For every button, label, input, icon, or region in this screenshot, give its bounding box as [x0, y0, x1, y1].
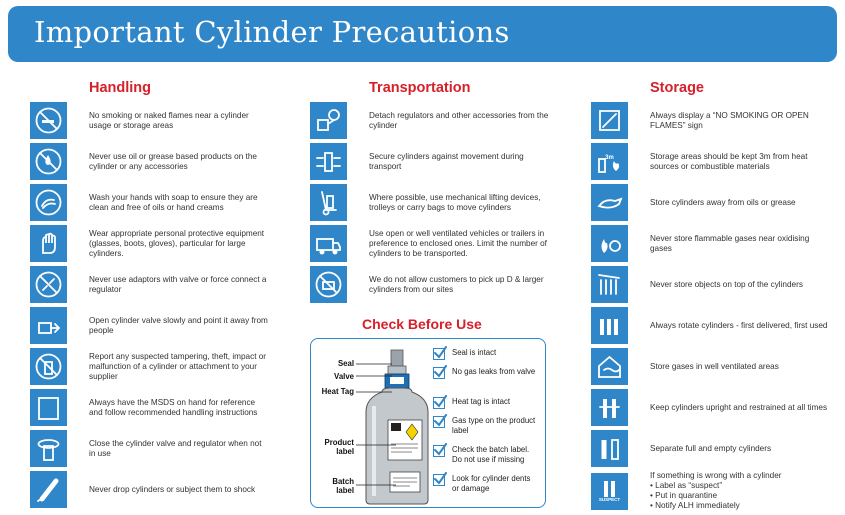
transportation-text: Detach regulators and other accessories from the cylinder [369, 110, 549, 130]
handling-item [30, 471, 270, 508]
handling-text: Always have the MSDS on hand for reference and follow recommended handling instructions [89, 397, 258, 417]
title-banner [8, 6, 837, 62]
suspect-icon [591, 473, 628, 510]
storage-item [591, 471, 831, 511]
check-text: No gas leaks from valve [452, 367, 536, 376]
icon-badge: MSDS [39, 403, 58, 409]
handling-item [30, 184, 270, 221]
storage-item [591, 266, 831, 303]
transportation-item [310, 266, 550, 303]
storage-item [591, 389, 831, 426]
no-smoking-icon [30, 102, 67, 139]
handling-heading: Handling [89, 80, 152, 96]
handling-text: Wear appropriate personal protective equipment (glasses, boots, gloves), particular for large cylinders. [89, 228, 265, 258]
check-item [433, 397, 537, 409]
transportation-item [310, 102, 550, 139]
secure-cylinder-icon [310, 143, 347, 180]
nothing-on-top-icon [591, 266, 628, 303]
check-item [433, 367, 537, 379]
no-drop-icon [30, 471, 67, 508]
handling-item [30, 266, 270, 303]
check-item [433, 348, 537, 360]
handling-text: Never use adaptors with valve or force connect a regulator [89, 274, 267, 294]
product-label-label: Product label [324, 438, 354, 456]
checkbox-icon [433, 348, 445, 360]
storage-item [591, 307, 831, 344]
close-valve-icon [30, 430, 67, 467]
storage-text: Keep cylinders upright and restrained at all times [650, 402, 828, 412]
batch-label-label: Batch label [332, 477, 354, 495]
check-item [433, 445, 537, 464]
msds-icon [30, 389, 67, 426]
wash-hands-icon [30, 184, 67, 221]
handling-item [30, 225, 270, 262]
check-before-use-heading: Check Before Use [362, 316, 482, 332]
heat-tag-label: Heat Tag [321, 387, 354, 396]
transportation-heading: Transportation [369, 80, 471, 96]
storage-text: Never store objects on top of the cylinders [650, 279, 803, 289]
upright-restrained-icon [591, 389, 628, 426]
storage-text: If something is wrong with a cylinder • Label as “suspect” • Put in quarantine • Notify ALH immediately [650, 471, 782, 510]
transportation-item [310, 143, 550, 180]
check-text: Check the batch label. Do not use if missing [452, 445, 530, 464]
storage-text: Store cylinders away from oils or grease [650, 197, 796, 207]
handling-text: Never drop cylinders or subject them to shock [89, 484, 256, 494]
away-from-oil-icon [591, 184, 628, 221]
checkbox-icon [433, 474, 445, 486]
storage-item [591, 225, 831, 262]
handling-item [30, 102, 270, 139]
gloves-icon [30, 225, 67, 262]
handling-item [30, 307, 270, 344]
handling-item [30, 389, 270, 426]
transportation-text: Use open or well ventilated vehicles or trailers in preference to enclosed ones. Limit the number of cylinders to be transported. [369, 228, 547, 258]
handling-item [30, 143, 270, 180]
handling-item [30, 430, 270, 467]
page-title: Important Cylinder Precautions [34, 15, 510, 49]
storage-text: Storage areas should be kept 3m from heat sources or combustible materials [650, 151, 808, 171]
storage-text: Never store flammable gases near oxidising gases [650, 233, 810, 253]
transportation-text: We do not allow customers to pick up D & larger cylinders from our sites [369, 274, 544, 294]
no-smoking-sign-icon [591, 102, 628, 139]
rotate-cylinders-icon [591, 307, 628, 344]
seal-label: Seal [337, 359, 354, 368]
checkbox-icon [433, 397, 445, 409]
truck-icon [310, 225, 347, 262]
handling-text: Open cylinder valve slowly and point it away from people [89, 315, 268, 335]
storage-text: Always rotate cylinders - first delivered, first used [650, 320, 828, 330]
flammable-oxidising-icon [591, 225, 628, 262]
storage-item [591, 430, 831, 467]
distance-heat-icon [591, 143, 628, 180]
icon-badge: 3m [605, 155, 614, 161]
check-text: Look for cylinder dents or damage [452, 474, 531, 493]
handling-text: Wash your hands with soap to ensure they are clean and free of oils or hand creams [89, 192, 258, 212]
transportation-item [310, 184, 550, 221]
checkbox-icon [433, 367, 445, 379]
handling-text: No smoking or naked flames near a cylinder usage or storage areas [89, 110, 249, 130]
handling-text: Never use oil or grease based products on the cylinder or any accessories [89, 151, 257, 171]
no-pickup-icon [310, 266, 347, 303]
valve-label: Valve [334, 372, 354, 381]
transportation-text: Secure cylinders against movement during transport [369, 151, 524, 171]
handling-text: Close the cylinder valve and regulator when not in use [89, 438, 262, 458]
check-text: Seal is intact [452, 348, 497, 357]
check-item [433, 474, 537, 493]
storage-text: Store gases in well ventilated areas [650, 361, 779, 371]
transportation-item [310, 225, 550, 262]
storage-item [591, 143, 831, 180]
storage-item [591, 348, 831, 385]
checkbox-icon [433, 416, 445, 428]
detach-regulator-icon [310, 102, 347, 139]
no-tamper-icon [30, 348, 67, 385]
ventilated-area-icon [591, 348, 628, 385]
storage-text: Separate full and empty cylinders [650, 443, 772, 453]
storage-item [591, 184, 831, 221]
label-leader-lines [356, 350, 398, 490]
checkbox-icon [433, 445, 445, 457]
no-oil-icon [30, 143, 67, 180]
transportation-text: Where possible, use mechanical lifting devices, trolleys or carry bags to move cylinders [369, 192, 541, 212]
handling-text: Report any suspected tampering, theft, impact or malfunction of a cylinder or attachment to your supplier [89, 351, 267, 381]
valve-point-away-icon [30, 307, 67, 344]
storage-text: Always display a “NO SMOKING OR OPEN FLAMES” sign [650, 110, 809, 130]
check-item [433, 416, 537, 435]
check-text: Heat tag is intact [452, 397, 511, 406]
storage-heading: Storage [650, 80, 704, 96]
no-adaptor-icon [30, 266, 67, 303]
check-text: Gas type on the product label [452, 416, 536, 435]
trolley-icon [310, 184, 347, 221]
separate-full-empty-icon [591, 430, 628, 467]
icon-badge: SUSPECT [598, 496, 621, 502]
storage-item [591, 102, 831, 139]
handling-item [30, 348, 270, 385]
